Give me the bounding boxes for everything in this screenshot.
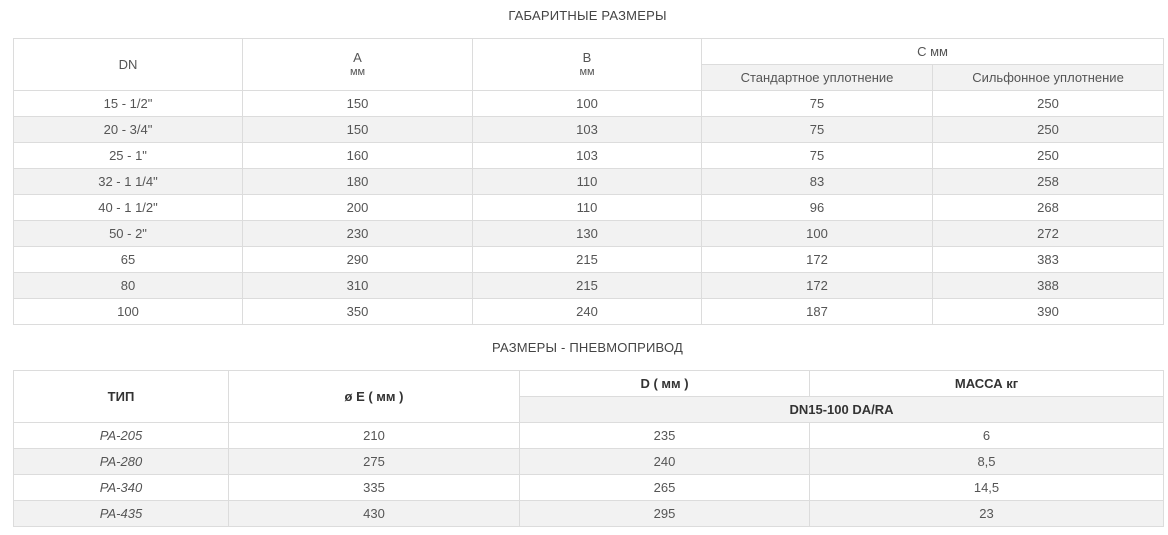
table-row	[14, 247, 1164, 273]
table-row	[14, 117, 1164, 143]
cell-c-bellows: 250	[933, 117, 1164, 143]
table-row	[14, 221, 1164, 247]
cell-type: PA-435	[14, 501, 229, 527]
cell-a: 180	[243, 169, 473, 195]
cell-c-standard: 75	[702, 91, 933, 117]
cell-c-bellows: 383	[933, 247, 1164, 273]
cell-c-standard: 187	[702, 299, 933, 325]
cell-c-standard: 75	[702, 143, 933, 169]
cell-dn: 50 - 2"	[14, 221, 243, 247]
header-mass: МАССА кг	[810, 371, 1164, 397]
cell-dn: 65	[14, 247, 243, 273]
cell-c-bellows: 250	[933, 91, 1164, 117]
header-a-unit: мм	[349, 65, 366, 78]
table-row	[14, 273, 1164, 299]
table-row	[14, 169, 1164, 195]
header-type: ТИП	[14, 371, 229, 423]
cell-c-standard: 100	[702, 221, 933, 247]
cell-a: 230	[243, 221, 473, 247]
cell-mass: 23	[810, 501, 1164, 527]
cell-mass: 8,5	[810, 449, 1164, 475]
table-row	[14, 475, 1164, 501]
dimensions-body	[14, 91, 1164, 325]
header-e: ø E ( мм )	[229, 371, 520, 423]
table-row	[14, 423, 1164, 449]
header-c-bellows: Сильфонное уплотнение	[933, 65, 1164, 91]
table-row	[14, 91, 1164, 117]
cell-dn: 40 - 1 1/2"	[14, 195, 243, 221]
header-d: D ( мм )	[520, 371, 810, 397]
cell-d: 295	[520, 501, 810, 527]
cell-c-bellows: 388	[933, 273, 1164, 299]
cell-b: 110	[473, 195, 702, 221]
table-row	[14, 143, 1164, 169]
cell-a: 290	[243, 247, 473, 273]
cell-d: 235	[520, 423, 810, 449]
dimensions-title: ГАБАРИТНЫЕ РАЗМЕРЫ	[508, 8, 667, 23]
cell-dn: 25 - 1"	[14, 143, 243, 169]
cell-b: 103	[473, 143, 702, 169]
cell-c-bellows: 250	[933, 143, 1164, 169]
header-c-standard: Стандартное уплотнение	[702, 65, 933, 91]
cell-c-standard: 172	[702, 273, 933, 299]
cell-b: 100	[473, 91, 702, 117]
cell-d: 265	[520, 475, 810, 501]
cell-type: PA-340	[14, 475, 229, 501]
cell-type: PA-205	[14, 423, 229, 449]
dimensions-table	[13, 38, 1164, 325]
cell-mass: 14,5	[810, 475, 1164, 501]
cell-c-bellows: 258	[933, 169, 1164, 195]
cell-a: 150	[243, 91, 473, 117]
header-b	[473, 39, 702, 91]
cell-type: PA-280	[14, 449, 229, 475]
cell-b: 215	[473, 247, 702, 273]
cell-c-bellows: 390	[933, 299, 1164, 325]
header-dn: DN	[14, 39, 243, 91]
cell-e: 335	[229, 475, 520, 501]
cell-e: 275	[229, 449, 520, 475]
cell-b: 110	[473, 169, 702, 195]
cell-dn: 15 - 1/2"	[14, 91, 243, 117]
cell-c-standard: 96	[702, 195, 933, 221]
cell-e: 210	[229, 423, 520, 449]
cell-a: 150	[243, 117, 473, 143]
table-row	[14, 299, 1164, 325]
table-row	[14, 195, 1164, 221]
cell-dn: 20 - 3/4"	[14, 117, 243, 143]
cell-dn: 100	[14, 299, 243, 325]
header-b-label: B	[582, 49, 592, 65]
cell-a: 310	[243, 273, 473, 299]
cell-c-bellows: 268	[933, 195, 1164, 221]
cell-b: 240	[473, 299, 702, 325]
actuator-title: РАЗМЕРЫ - ПНЕВМОПРИВОД	[491, 340, 684, 355]
cell-c-standard: 83	[702, 169, 933, 195]
cell-b: 130	[473, 221, 702, 247]
cell-a: 350	[243, 299, 473, 325]
cell-c-standard: 75	[702, 117, 933, 143]
cell-c-bellows: 272	[933, 221, 1164, 247]
header-dn-range: DN15-100 DA/RA	[520, 397, 1164, 423]
cell-mass: 6	[810, 423, 1164, 449]
cell-b: 103	[473, 117, 702, 143]
actuator-body	[14, 423, 1164, 527]
cell-d: 240	[520, 449, 810, 475]
cell-a: 200	[243, 195, 473, 221]
actuator-table	[13, 370, 1164, 527]
cell-c-standard: 172	[702, 247, 933, 273]
table-row	[14, 501, 1164, 527]
table-row	[14, 449, 1164, 475]
header-a	[243, 39, 473, 91]
header-b-unit: мм	[579, 65, 595, 78]
cell-dn: 32 - 1 1/4"	[14, 169, 243, 195]
cell-dn: 80	[14, 273, 243, 299]
cell-e: 430	[229, 501, 520, 527]
cell-b: 215	[473, 273, 702, 299]
header-a-label: A	[353, 49, 362, 65]
header-c: C мм	[702, 39, 1164, 65]
cell-a: 160	[243, 143, 473, 169]
